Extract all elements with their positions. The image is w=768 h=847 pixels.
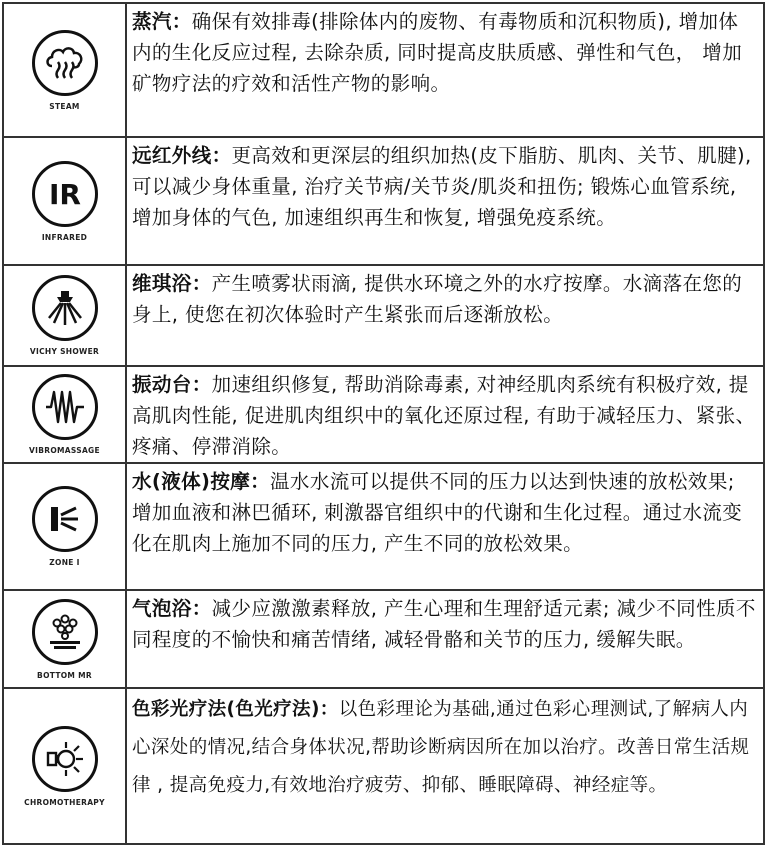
description-cell (127, 367, 763, 462)
icon-cell (4, 367, 127, 462)
table-row (4, 367, 763, 464)
icon-label: STEAM (49, 101, 80, 111)
icon-label: VIBROMASSAGE (29, 446, 100, 455)
therapy-title: 振动台： (132, 373, 212, 396)
infrared-icon (32, 161, 98, 227)
icon-label: CHROMOTHERAPY (24, 797, 105, 807)
icon-cell (4, 4, 127, 136)
description-cell (127, 464, 763, 589)
icon-label: BOTTOM MR (37, 670, 92, 680)
description-cell (127, 138, 763, 264)
icon-cell (4, 266, 127, 365)
table-row (4, 591, 763, 689)
therapy-table (2, 2, 765, 845)
description-cell (127, 591, 763, 687)
svg-text:IR: IR (48, 177, 81, 211)
bubble-bath-icon (32, 599, 98, 665)
therapy-description: 更高效和更深层的组织加热(皮下脂肪、肌肉、关节、肌腱), 可以减少身体重量, 治疗关节病/关节炎/肌炎和扭伤; 锻炼心血管系统, 增加身体的气色, 加速组织再生和恢复, 增强免疫系统。 (132, 144, 752, 229)
icon-cell (4, 464, 127, 589)
icon-label: INFRARED (41, 232, 88, 242)
therapy-description: 以色彩理论为基础,通过色彩心理测试,了解病人内心深处的情况,结合身体状况,帮助诊断病因所在加以治疗。改善日常生活规律 , 提高免疫力,有效地治疗疲劳、抑郁、睡眠障碍、神经症等。 (132, 699, 750, 796)
table-row (4, 689, 763, 843)
table-row (4, 266, 763, 367)
vibromassage-icon (32, 374, 98, 440)
description-cell (127, 266, 763, 365)
therapy-title: 维琪浴： (132, 272, 212, 295)
icon-cell (4, 591, 127, 687)
vichy-shower-icon (32, 275, 98, 341)
steam-icon (32, 30, 98, 96)
zone-icon (32, 486, 98, 552)
description-cell (127, 689, 763, 843)
table-row (4, 464, 763, 591)
therapy-title: 蒸汽： (132, 10, 192, 33)
therapy-title: 气泡浴： (132, 597, 212, 620)
therapy-description: 温水水流可以提供不同的压力以达到快速的放松效果; 增加血液和淋巴循环, 刺激器官组织中的代谢和生化过程。通过水流变化在肌肉上施加不同的压力, 产生不同的放松效果。 (132, 470, 743, 555)
table-row (4, 138, 763, 266)
chromotherapy-icon (32, 726, 98, 792)
therapy-description: 产生喷雾状雨滴, 提供水环境之外的水疗按摩。水滴落在您的身上, 使您在初次体验时产生紧张而后逐渐放松。 (132, 272, 743, 326)
therapy-title: 远红外线： (132, 144, 232, 167)
table-row (4, 4, 763, 138)
description-cell (127, 4, 763, 136)
therapy-title: 色彩光疗法(色光疗法)： (132, 699, 339, 720)
icon-label: ZONE I (49, 558, 80, 567)
therapy-description: 确保有效排毒(排除体内的废物、有毒物质和沉积物质), 增加体内的生化反应过程, 去除杂质, 同时提高皮肤质感、弹性和气色， 增加矿物疗法的疗效和活性产物的影响。 (132, 10, 743, 95)
therapy-description: 加速组织修复, 帮助消除毒素, 对神经肌肉系统有积极疗效, 提高肌肉性能, 促进肌肉组织中的氧化还原过程, 有助于减轻压力、紧张、疼痛、停滞消除。 (132, 373, 756, 458)
icon-cell (4, 689, 127, 843)
therapy-description: 减少应激激素释放, 产生心理和生理舒适元素; 减少不同性质不同程度的不愉快和痛苦情绪, 减轻骨骼和关节的压力, 缓解失眠。 (132, 597, 756, 651)
icon-cell (4, 138, 127, 264)
therapy-title: 水(液体)按摩： (132, 470, 271, 493)
icon-label: VICHY SHOWER (29, 347, 100, 356)
